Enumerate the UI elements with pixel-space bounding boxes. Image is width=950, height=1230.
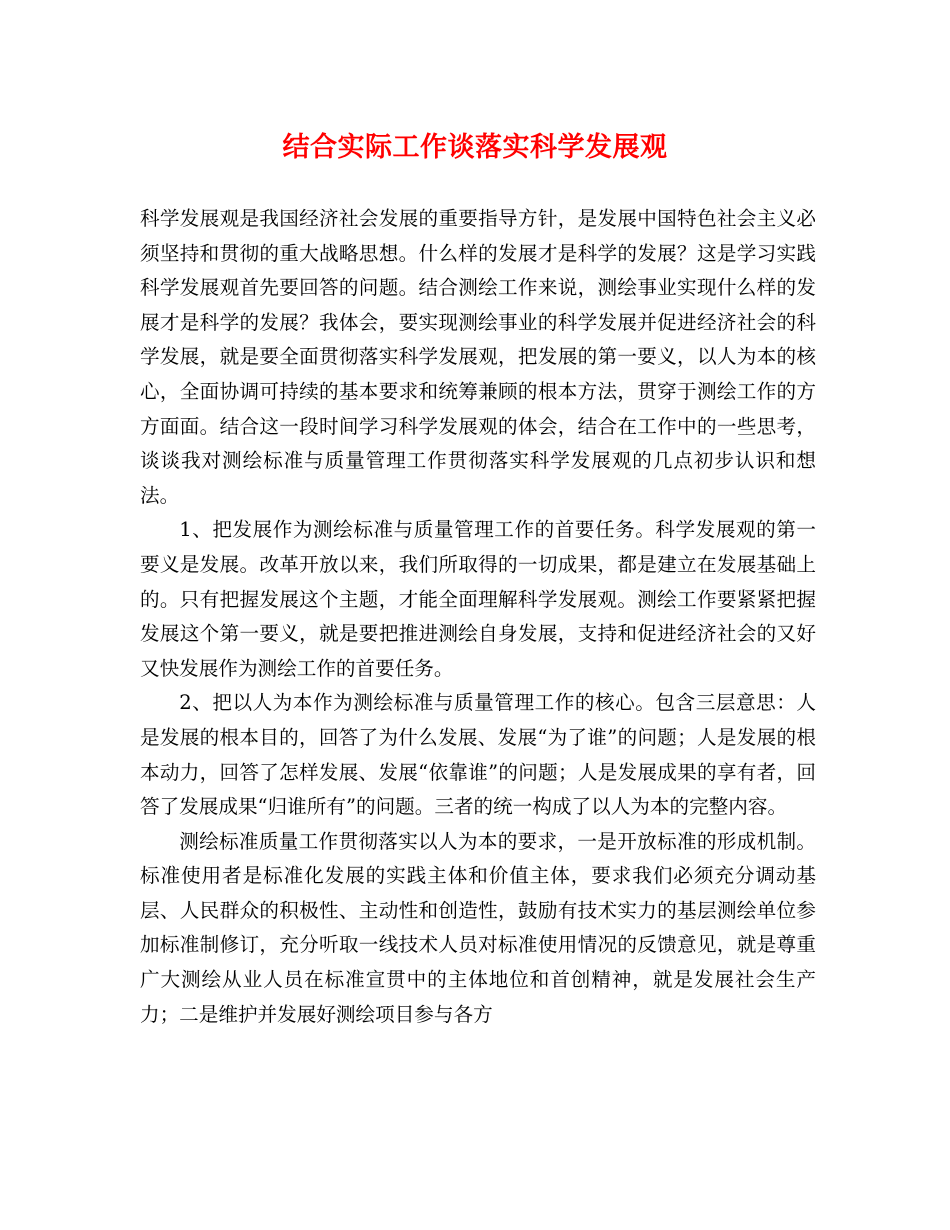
paragraph-point-2: 2、把以人为本作为测绘标准与质量管理工作的核心。包含三层意思：人是发展的根本目的，回答了为什么发展、发展“为了谁”的问题；人是发展的根本动力，回答了怎样发展、发展“依靠谁”的问题；人是发展成果的享有者，回答了发展成果“归谁所有”的问题。三者的统一构成了以人为本的完整内容。	[140, 691, 816, 819]
document-title: 结合实际工作谈落实科学发展观	[282, 132, 668, 163]
document-body	[140, 202, 816, 1032]
paragraph-point-1: 1、把发展作为测绘标准与质量管理工作的首要任务。科学发展观的第一要义是发展。改革开放以来，我们所取得的一切成果，都是建立在发展基础上的。只有把握发展这个主题，才能全面理解科学发展观。测绘工作要紧紧把握发展这个第一要义，就是要把推进测绘自身发展，支持和促进经济社会的又好又快发展作为测绘工作的首要任务。	[140, 518, 816, 680]
paragraph-intro: 科学发展观是我国经济社会发展的重要指导方针，是发展中国特色社会主义必须坚持和贯彻的重大战略思想。什么样的发展才是科学的发展？这是学习实践科学发展观首先要回答的问题。结合测绘工作来说，测绘事业实现什么样的发展才是科学的发展？我体会，要实现测绘事业的科学发展并促进经济社会的科学发展，就是要全面贯彻落实科学发展观，把发展的第一要义，以人为本的核心，全面协调可持续的基本要求和统筹兼顾的根本方法，贯穿于测绘工作的方方面面。结合这一段时间学习科学发展观的体会，结合在工作中的一些思考，谈谈我对测绘标准与质量管理工作贯彻落实科学发展观的几点初步认识和想法。	[140, 207, 816, 507]
paragraph-people-oriented: 测绘标准质量工作贯彻落实以人为本的要求，一是开放标准的形成机制。标准使用者是标准化发展的实践主体和价值主体，要求我们必须充分调动基层、人民群众的积极性、主动性和创造性，鼓励有技术实力的基层测绘单位参加标准制修订，充分听取一线技术人员对标准使用情况的反馈意见，就是尊重广大测绘从业人员在标准宣贯中的主体地位和首创精神，就是发展社会生产力；二是维护并发展好测绘项目参与各方	[140, 829, 816, 1026]
